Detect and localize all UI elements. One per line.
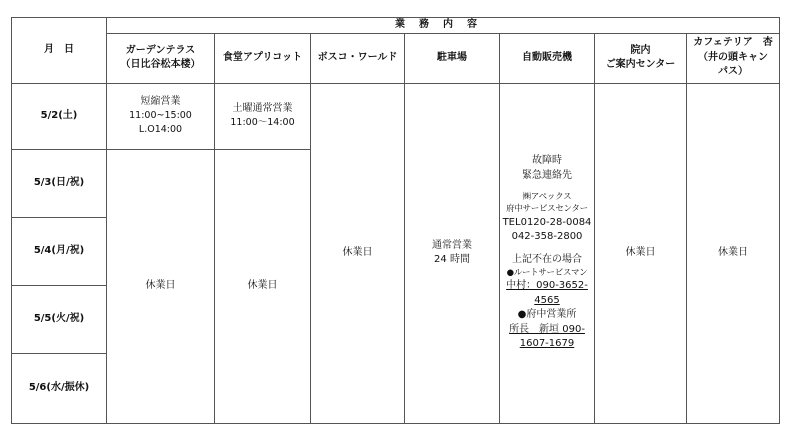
date-cell: 5/5(火/祝) [12,285,107,353]
bosco-cell: 休業日 [311,83,405,423]
schedule-table [11,17,780,424]
header-info-center: 院内 ご案内センター [595,33,687,83]
banner-row [12,18,780,34]
date-cell: 5/2(土) [12,83,107,149]
column-header-row [12,33,780,83]
date-cell: 5/4(月/祝) [12,217,107,285]
date-column-header: 月 日 [12,18,107,84]
date-cell: 5/6(水/振休) [12,353,107,423]
business-content-banner: 業務内容 [107,18,780,34]
parking-cell: 通常営業 24 時間 [405,83,500,423]
garden-may2-cell: 短縮営業 11:00~15:00 L.O14:00 [107,83,215,149]
header-apricot: 食堂アプリコット [215,33,311,83]
cafeteria-cell: 休業日 [687,83,780,423]
header-garden-terrace: ガーデンテラス （日比谷松本楼） [107,33,215,83]
date-cell: 5/3(日/祝) [12,149,107,217]
apricot-rest-cell: 休業日 [215,149,311,423]
table-row [12,83,780,149]
apricot-may2-cell: 土曜通常営業 11:00～14:00 [215,83,311,149]
header-vending: 自動販売機 [500,33,595,83]
header-bosco-world: ボスコ・ワールド [311,33,405,83]
vending-cell: 故障時 緊急連絡先 ㈱アペックス 府中サービスセンター TEL0120-28-0084 042-358-2800 上記不在の場合 ●ルートサービスマン 中村：090-3652- 4565 ●府中営業所 所長 新垣 090- 1607-1679 [500,83,595,423]
info-center-cell: 休業日 [595,83,687,423]
header-cafeteria: カフェテリア 杏 （井の頭キャン パス） [687,33,780,83]
garden-rest-cell: 休業日 [107,149,215,423]
header-parking: 駐車場 [405,33,500,83]
